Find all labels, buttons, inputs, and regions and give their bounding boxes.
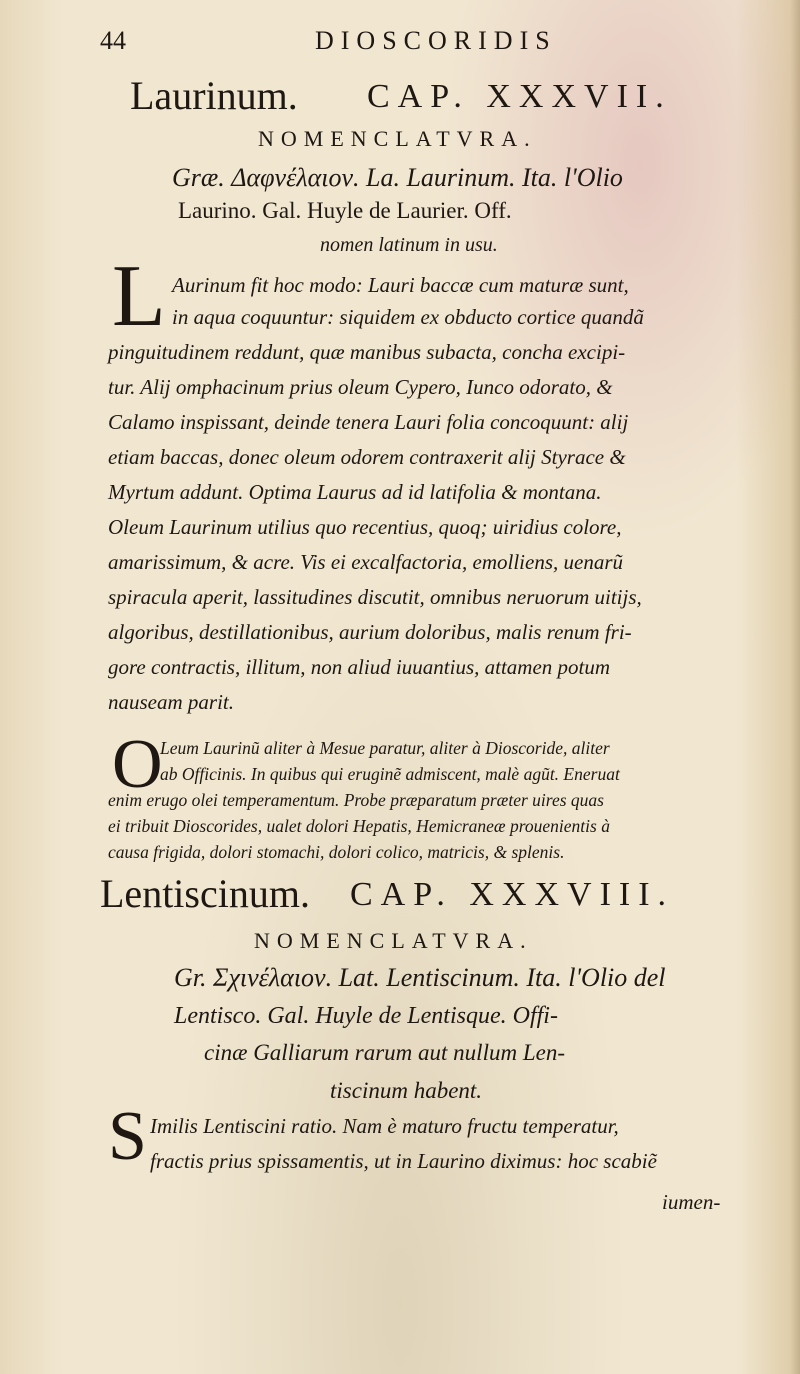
catchword: iumen- xyxy=(662,1190,721,1214)
chapter-37-cap: CAP. XXXVII. xyxy=(367,78,672,115)
ch37-annotation-line-3: enim erugo olei temperamentum. Probe præparatum præter uires quas xyxy=(108,790,604,810)
ch37-text-line-6: etiam baccas, donec oleum odorem contraxerit alij Styrace & xyxy=(108,445,626,469)
ch37-text-line-13: nauseam parit. xyxy=(108,690,234,714)
ch37-text-line-1: Aurinum fit hoc modo: Lauri baccæ cum maturæ sunt, xyxy=(172,273,629,297)
chapter-38-nomenclatura: NOMENCLATVRA. xyxy=(254,928,533,953)
ch38-nomen-line-4: tiscinum habent. xyxy=(330,1078,483,1103)
page-edge-shadow xyxy=(790,0,800,1374)
ch37-annotation-line-4: ei tribuit Dioscorides, ualet dolori Hepatis, Hemicraneæ prouenientis à xyxy=(108,816,610,836)
chapter-38-title: Lentiscinum. xyxy=(100,871,310,916)
ch37-text-line-4: tur. Alij omphacinum prius oleum Cypero, Iunco odorato, & xyxy=(108,375,613,399)
ch37-text-line-5: Calamo inspissant, deinde tenera Lauri folia concoquunt: alij xyxy=(108,410,629,434)
ch38-text-line-2: fractis prius spissamentis, ut in Laurino diximus: hoc scabiẽ xyxy=(150,1149,657,1173)
page-number: 44 xyxy=(100,26,126,55)
chapter-37-title: Laurinum. xyxy=(130,73,298,118)
ch38-text-line-1: Imilis Lentiscini ratio. Nam è maturo fructu temperatur, xyxy=(150,1114,619,1138)
ch37-nomen-line-1: Græ. Δαφνέλαιον. La. Laurinum. Ita. l'Olio xyxy=(172,163,623,192)
ch37-nomen-line-3: nomen latinum in usu. xyxy=(320,234,498,256)
ch37-nomen-line-2: Laurino. Gal. Huyle de Laurier. Off. xyxy=(178,198,512,223)
ch37-text-line-10: spiracula aperit, lassitudines discutit, omnibus neruorum uitijs, xyxy=(108,585,642,609)
chapter-37-nomenclatura: NOMENCLATVRA. xyxy=(258,126,537,151)
ch37-annotation-initial: O xyxy=(112,726,163,803)
chapter-38-cap: CAP. XXXVIII. xyxy=(350,876,675,913)
ch38-nomen-line-3: cinæ Galliarum rarum aut nullum Len- xyxy=(204,1040,565,1065)
ch37-text-line-12: gore contractis, illitum, non aliud iuuantius, attamen potum xyxy=(108,655,611,679)
ch37-text-line-3: pinguitudinem reddunt, quæ manibus subacta, concha excipi- xyxy=(108,340,626,364)
ch37-annotation-line-5: causa frigida, dolori stomachi, dolori colico, matricis, & splenis. xyxy=(108,842,565,862)
ch38-nomen-line-1: Gr. Σχινέλαιον. Lat. Lentiscinum. Ita. l'Olio del xyxy=(174,963,666,992)
ch37-text-line-2: in aqua coquuntur: siquidem ex obducto cortice quandã xyxy=(172,305,644,329)
ch38-initial-letter: S xyxy=(108,1098,147,1175)
running-title: DIOSCORIDIS xyxy=(315,26,557,55)
ch37-annotation-line-1: Leum Laurinũ aliter à Mesue paratur, aliter à Dioscoride, aliter xyxy=(160,738,610,758)
ch37-text-line-11: algoribus, destillationibus, aurium doloribus, malis renum fri- xyxy=(108,620,632,644)
ch38-nomen-line-2: Lentisco. Gal. Huyle de Lentisque. Offi- xyxy=(174,1003,558,1029)
ch37-annotation-line-2: ab Officinis. In quibus qui eruginẽ admiscent, malè agũt. Eneruat xyxy=(160,764,620,784)
ch37-text-line-7: Myrtum addunt. Optima Laurus ad id latifolia & montana. xyxy=(108,480,602,504)
ch37-text-line-9: amarissimum, & acre. Vis ei excalfactoria, emolliens, uenarũ xyxy=(108,550,624,574)
ch37-text-line-8: Oleum Laurinum utilius quo recentius, quoq; uiridius colore, xyxy=(108,515,622,539)
ch37-initial-letter: L xyxy=(112,248,166,345)
